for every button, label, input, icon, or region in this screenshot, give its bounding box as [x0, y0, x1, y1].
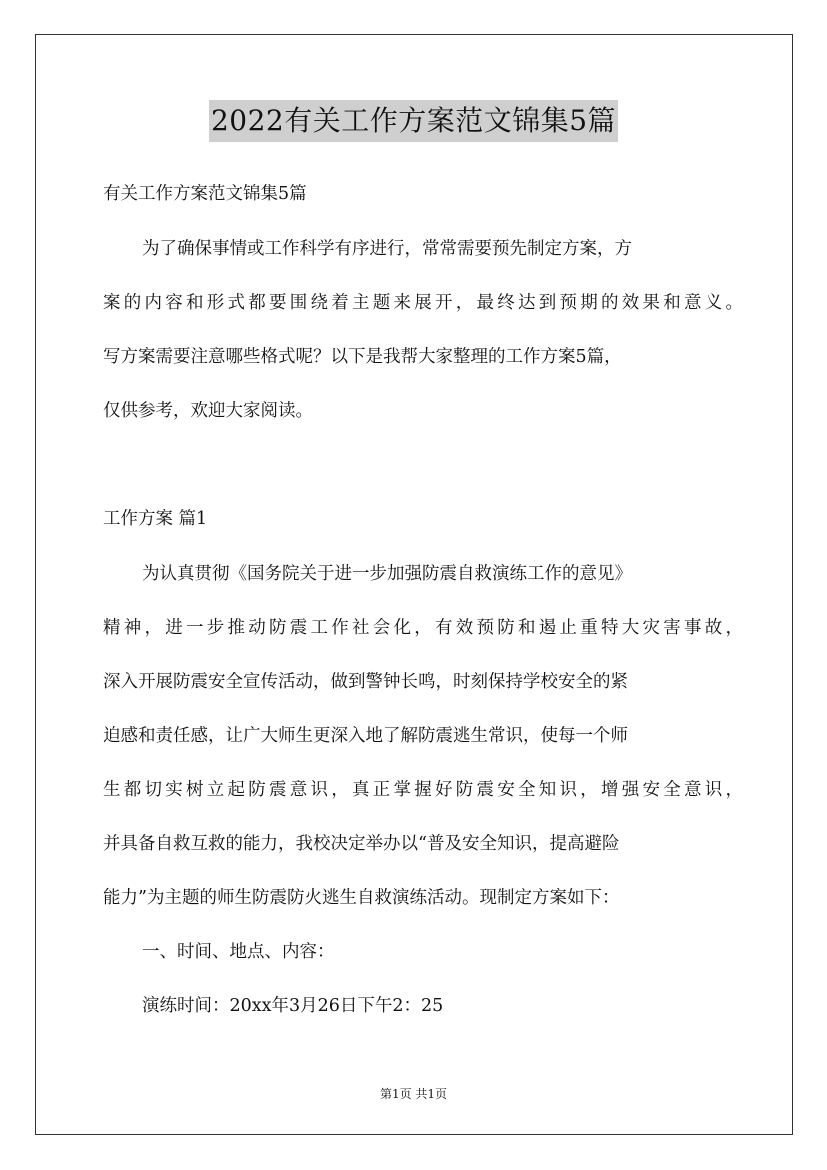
body-line-5: 生都切实树立起防震意识，真正掌握好防震安全知识，增强安全意识， — [103, 780, 743, 800]
page-footer: 第1页 共1页 — [379, 1087, 448, 1101]
body-line-4: 迫感和责任感，让广大师生更深入地了解防震逃生常识，使每一个师 — [103, 726, 628, 746]
body-line-2: 精神，进一步推动防震工作社会化，有效预防和遏止重特大灾害事故， — [103, 618, 743, 638]
intro-line-2: 案的内容和形式都要围绕着主题来展开，最终达到预期的效果和意义。 — [103, 293, 743, 313]
list-item-2: 演练时间：20xx年3月26日下午2：25 — [142, 996, 444, 1016]
body-line-1: 为认真贯彻《国务院关于进一步加强防震自救演练工作的意见》 — [142, 564, 632, 584]
list-item-1: 一、时间、地点、内容： — [142, 942, 335, 962]
intro-line-4: 仅供参考，欢迎大家阅读。 — [103, 401, 313, 421]
body-line-7: 能力”为主题的师生防震防火逃生自救演练活动。现制定方案如下： — [103, 888, 620, 908]
section-heading: 工作方案 篇1 — [103, 509, 208, 529]
intro-line-3: 写方案需要注意哪些格式呢？以下是我帮大家整理的工作方案5篇， — [103, 347, 622, 367]
document-title-wrap — [0, 100, 827, 142]
body-line-6: 并具备自救互救的能力，我校决定举办以“普及安全知识，提高避险 — [103, 834, 620, 854]
document-subtitle: 有关工作方案范文锦集5篇 — [103, 184, 307, 204]
document-title: 2022有关工作方案范文锦集5篇 — [209, 100, 618, 142]
intro-line-1: 为了确保事情或工作科学有序进行，常常需要预先制定方案，方 — [142, 239, 632, 259]
body-line-3: 深入开展防震安全宣传活动，做到警钟长鸣，时刻保持学校安全的紧 — [103, 672, 628, 692]
